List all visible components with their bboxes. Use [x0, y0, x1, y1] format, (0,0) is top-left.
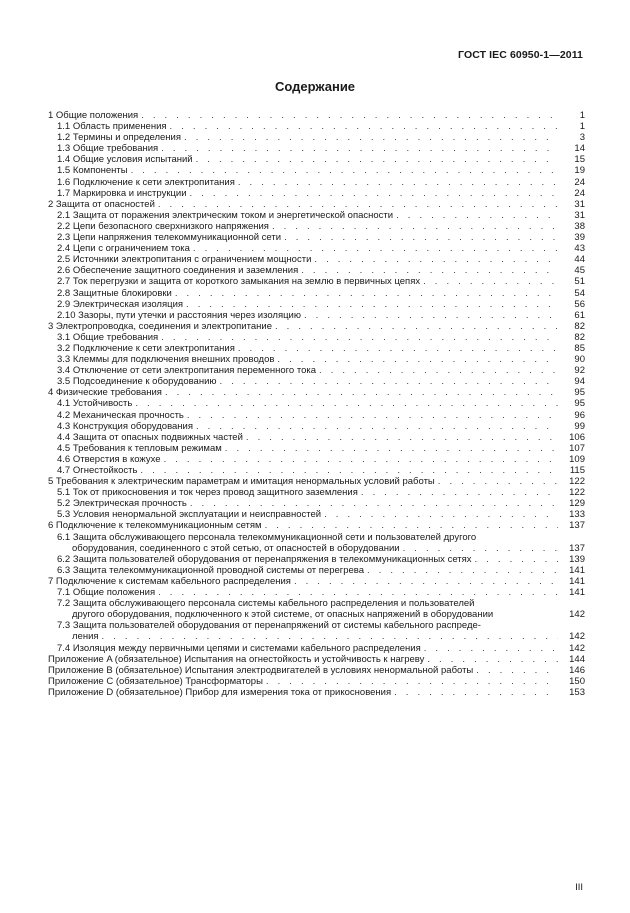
leader-dots	[403, 543, 558, 554]
leader-dots	[394, 687, 558, 698]
leader-dots	[367, 565, 558, 576]
toc-entry-title: 7.3 Защита пользователей оборудования от перенапряжений от системы кабельного распреде-	[57, 620, 481, 632]
toc-entry[interactable]	[48, 432, 585, 443]
toc-page-number: 15	[574, 154, 585, 166]
leader-dots	[161, 332, 558, 343]
leader-dots	[423, 276, 558, 287]
toc-page-number: 82	[574, 320, 585, 332]
toc-page-number: 137	[569, 520, 585, 532]
toc-page-number: 142	[569, 631, 585, 643]
toc-entry[interactable]	[48, 376, 585, 387]
toc-entry-title: 4.3 Конструкция оборудования	[57, 420, 193, 432]
toc-entry-title: 3.3 Клеммы для подключения внешних проводов	[57, 354, 275, 366]
toc-entry[interactable]	[48, 476, 585, 487]
toc-page-number: 56	[574, 298, 585, 310]
toc-page-number: 61	[574, 309, 585, 321]
leader-dots	[301, 265, 558, 276]
toc-page-number: 150	[569, 675, 585, 687]
toc-entry-title: 4.5 Требования к тепловым режимам	[57, 442, 222, 454]
toc-entry[interactable]	[48, 465, 585, 476]
toc-page-number: 153	[569, 686, 585, 698]
leader-dots	[304, 310, 558, 321]
toc-entry-title: 1.4 Общие условия испытаний	[57, 154, 193, 166]
leader-dots	[324, 509, 558, 520]
toc-entry-title: 3.2 Подключение к сети электропитания	[57, 342, 235, 354]
standard-header: ГОСТ IEC 60950-1—2011	[458, 49, 583, 61]
toc-page-number: 85	[574, 342, 585, 354]
leader-dots	[294, 576, 558, 587]
toc-page-number: 144	[569, 653, 585, 665]
leader-dots	[140, 465, 558, 476]
toc-page-number: 24	[574, 187, 585, 199]
toc-entry[interactable]	[48, 509, 585, 520]
toc-entry[interactable]	[48, 487, 585, 498]
leader-dots	[361, 487, 558, 498]
toc-entry[interactable]	[48, 520, 585, 531]
toc-page-number: 92	[574, 365, 585, 377]
toc-entry[interactable]	[48, 221, 585, 232]
toc-entry-title: 7.4 Изоляция между первичными цепями и системами кабельного распределения	[57, 642, 421, 654]
toc-entry[interactable]	[48, 365, 585, 376]
leader-dots	[187, 410, 558, 421]
toc-entry-title: 4 Физические требования	[48, 387, 162, 399]
toc-entry-title: 6.2 Защита пользователей оборудования от перенапряжения в телекоммуникационных сетях	[57, 553, 472, 565]
leader-dots	[158, 587, 558, 598]
toc-entry-title: 5.1 Ток от прикосновения и ток через провод защитного заземления	[57, 487, 358, 499]
leader-dots	[161, 143, 558, 154]
toc-page-number: 95	[574, 398, 585, 410]
leader-dots	[476, 665, 558, 676]
toc-page-number: 106	[569, 431, 585, 443]
toc-entry-title: 2.4 Цепи с ограничением тока	[57, 243, 190, 255]
toc-entry[interactable]	[48, 265, 585, 276]
toc-page-number: 31	[574, 198, 585, 210]
leader-dots	[438, 476, 558, 487]
leader-dots	[196, 421, 558, 432]
toc-page-number: 142	[569, 642, 585, 654]
toc-entry-title: 7 Подключение к системам кабельного распределения	[48, 575, 291, 587]
leader-dots	[314, 254, 558, 265]
leader-dots	[131, 165, 558, 176]
toc-page-number: 39	[574, 232, 585, 244]
toc-entry[interactable]	[48, 188, 585, 199]
toc-page-number: 82	[574, 331, 585, 343]
toc-page-number: 90	[574, 354, 585, 366]
toc-entry[interactable]	[48, 110, 585, 121]
toc-entry[interactable]	[48, 665, 585, 676]
leader-dots	[165, 387, 558, 398]
leader-dots	[196, 154, 558, 165]
toc-entry-title: 1.5 Компоненты	[57, 165, 128, 177]
toc-entry-title: 6.1 Защита обслуживающего персонала телекоммуникационной сети и пользователей другого	[57, 531, 477, 543]
toc-entry[interactable]	[48, 132, 585, 143]
toc-entry-title: 1.6 Подключение к сети электропитания	[57, 176, 235, 188]
toc-entry-title: Приложение A (обязательное) Испытания на огнестойкость и устойчивость к нагреву	[48, 653, 425, 665]
toc-entry-title: Приложение C (обязательное) Трансформаторы	[48, 675, 263, 687]
toc-entry-title: 2.10 Зазоры, пути утечки и расстояния через изоляцию	[57, 309, 301, 321]
leader-dots	[184, 132, 558, 143]
toc-entry-title: 1 Общие положения	[48, 110, 139, 121]
leader-dots	[102, 631, 558, 642]
toc-entry[interactable]	[48, 532, 585, 554]
toc-entry-title: 4.7 Огнестойкость	[57, 465, 138, 476]
toc-entry-title: 5.3 Условия ненормальной эксплуатации и неисправностей	[57, 509, 322, 521]
leader-dots	[246, 432, 558, 443]
toc-entry[interactable]	[48, 565, 585, 576]
toc-entry[interactable]	[48, 410, 585, 421]
toc-entry-title: 2.1 Защита от поражения электрическим током и энергетической опасности	[57, 209, 394, 221]
toc-entry[interactable]	[48, 154, 585, 165]
toc-entry-title: 2.3 Цепи напряжения телекоммуникационной сети	[57, 232, 282, 244]
toc-entry[interactable]	[48, 254, 585, 265]
toc-entry[interactable]	[48, 443, 585, 454]
page-title: Содержание	[274, 79, 356, 94]
toc-page-number: 133	[569, 509, 585, 521]
toc-page-number: 14	[574, 143, 585, 155]
leader-dots	[475, 554, 558, 565]
toc-page-number: 44	[574, 254, 585, 266]
toc-page-number: 94	[574, 376, 585, 388]
toc-entry[interactable]	[48, 643, 585, 654]
toc-page-number: 19	[574, 165, 585, 177]
leader-dots	[193, 243, 558, 254]
leader-dots	[427, 654, 558, 665]
toc-page-number: 141	[569, 587, 585, 599]
toc-entry-title: ления	[72, 631, 99, 643]
toc-entry[interactable]	[48, 343, 585, 354]
leader-dots	[272, 221, 558, 232]
toc-page-number: 1	[579, 121, 585, 133]
table-of-contents	[48, 110, 585, 698]
leader-dots	[190, 188, 558, 199]
toc-entry[interactable]	[48, 587, 585, 598]
toc-entry-title: 1.3 Общие требования	[57, 143, 159, 155]
toc-page-number: 109	[569, 453, 585, 465]
leader-dots	[277, 354, 558, 365]
toc-entry-title: 1.7 Маркировка и инструкции	[57, 187, 187, 199]
toc-entry[interactable]	[48, 243, 585, 254]
toc-entry-title: другого оборудования, подключенного к этой системе, от опасных напряжений в оборудовании	[72, 609, 494, 621]
toc-entry[interactable]	[48, 143, 585, 154]
leader-dots	[319, 365, 558, 376]
toc-entry[interactable]	[48, 299, 585, 310]
toc-entry-title: 1.1 Область применения	[57, 121, 167, 133]
toc-entry-title: 2.7 Ток перегрузки и защита от короткого замыкания на землю в первичных цепях	[57, 276, 421, 288]
toc-page-number: 1	[579, 110, 585, 121]
leader-dots	[275, 321, 558, 332]
toc-entry[interactable]	[48, 454, 585, 465]
toc-entry[interactable]	[48, 554, 585, 565]
leader-dots	[186, 299, 558, 310]
toc-page-number: 51	[574, 276, 585, 288]
toc-entry[interactable]	[48, 232, 585, 243]
toc-entry[interactable]	[48, 354, 585, 365]
leader-dots	[424, 643, 558, 654]
leader-dots	[238, 177, 558, 188]
toc-entry[interactable]	[48, 321, 585, 332]
toc-entry-title: 4.2 Механическая прочность	[57, 409, 184, 421]
toc-entry[interactable]	[48, 598, 585, 620]
leader-dots	[158, 199, 558, 210]
toc-page-number: 54	[574, 287, 585, 299]
toc-entry[interactable]	[48, 498, 585, 509]
toc-page-number: 122	[569, 476, 585, 488]
toc-entry-title: 4.1 Устойчивость	[57, 398, 133, 410]
toc-page-number: 95	[574, 387, 585, 399]
toc-entry-title: 6 Подключение к телекоммуникационным сетям	[48, 520, 262, 532]
toc-entry[interactable]	[48, 387, 585, 398]
toc-entry-title: 7.2 Защита обслуживающего персонала системы кабельного распределения и пользователей	[57, 598, 475, 610]
toc-entry[interactable]	[48, 199, 585, 210]
toc-entry-title: 3.1 Общие требования	[57, 331, 159, 343]
toc-entry-title: 3.4 Отключение от сети электропитания переменного тока	[57, 365, 317, 377]
toc-entry-title: 5 Требования к электрическим параметрам и имитация ненормальных условий работы	[48, 476, 435, 488]
toc-entry-title: 2.5 Источники электропитания с ограничением мощности	[57, 254, 312, 266]
leader-dots	[135, 398, 558, 409]
toc-entry[interactable]	[48, 121, 585, 132]
toc-entry[interactable]	[48, 332, 585, 343]
leader-dots	[220, 376, 558, 387]
toc-page-number: 38	[574, 220, 585, 232]
toc-page-number: 3	[579, 132, 585, 144]
toc-page-number: 45	[574, 265, 585, 277]
leader-dots	[225, 443, 558, 454]
toc-entry-title: 3 Электропроводка, соединения и электропитание	[48, 320, 272, 332]
toc-page-number: 115	[569, 465, 585, 476]
toc-entry[interactable]	[48, 288, 585, 299]
leader-dots	[170, 121, 558, 132]
page-number: III	[575, 882, 583, 893]
toc-entry-title: 4.4 Защита от опасных подвижных частей	[57, 431, 243, 443]
toc-entry[interactable]	[48, 276, 585, 287]
leader-dots	[266, 676, 558, 687]
toc-page-number: 137	[569, 542, 585, 554]
toc-page-number: 141	[569, 575, 585, 587]
toc-entry-title: Приложение B (обязательное) Испытания электродвигателей в условиях ненормальной работы	[48, 664, 474, 676]
leader-dots	[284, 232, 558, 243]
toc-entry-title: оборудования, соединенного с этой сетью, от опасностей в оборудовании	[72, 542, 400, 554]
toc-entry[interactable]	[48, 654, 585, 665]
toc-entry[interactable]	[48, 687, 585, 698]
toc-page-number: 31	[574, 209, 585, 221]
toc-page-number: 43	[574, 243, 585, 255]
toc-page-number: 96	[574, 409, 585, 421]
toc-entry-title: 2.8 Защитные блокировки	[57, 287, 172, 299]
leader-dots	[164, 454, 558, 465]
toc-entry-title: 3.5 Подсоединение к оборудованию	[57, 376, 217, 388]
toc-entry-title: 7.1 Общие положения	[57, 587, 156, 599]
toc-page-number: 129	[569, 498, 585, 510]
leader-dots	[238, 343, 558, 354]
leader-dots	[141, 110, 558, 121]
toc-page-number: 107	[569, 442, 585, 454]
toc-entry-title: Приложение D (обязательное) Прибор для измерения тока от прикосновения	[48, 686, 392, 698]
toc-page-number: 146	[569, 664, 585, 676]
toc-entry[interactable]	[48, 177, 585, 188]
leader-dots	[396, 210, 558, 221]
toc-page-number: 142	[569, 609, 585, 621]
toc-page-number: 122	[569, 487, 585, 499]
toc-page-number: 24	[574, 176, 585, 188]
toc-entry-title: 4.6 Отверстия в кожухе	[57, 453, 161, 465]
toc-entry-title: 2.6 Обеспечение защитного соединения и заземления	[57, 265, 299, 277]
toc-entry[interactable]	[48, 310, 585, 321]
toc-entry[interactable]	[48, 676, 585, 687]
toc-entry[interactable]	[48, 421, 585, 432]
toc-page-number: 139	[569, 553, 585, 565]
toc-entry[interactable]	[48, 165, 585, 176]
leader-dots	[190, 498, 558, 509]
toc-entry-title: 6.3 Защита телекоммуникационной проводной системы от перегрева	[57, 564, 365, 576]
toc-entry-title: 2.9 Электрическая изоляция	[57, 298, 184, 310]
toc-entry[interactable]	[48, 398, 585, 409]
toc-entry[interactable]	[48, 210, 585, 221]
toc-entry-title: 5.2 Электрическая прочность	[57, 498, 187, 510]
toc-entry[interactable]	[48, 620, 585, 642]
toc-entry[interactable]	[48, 576, 585, 587]
leader-dots	[265, 520, 558, 531]
toc-entry-title: 2.2 Цепи безопасного сверхнизкого напряжения	[57, 220, 269, 232]
leader-dots	[175, 288, 558, 299]
toc-page-number: 99	[574, 420, 585, 432]
toc-page-number: 141	[569, 564, 585, 576]
toc-entry-title: 2 Защита от опасностей	[48, 198, 155, 210]
toc-entry-title: 1.2 Термины и определения	[57, 132, 182, 144]
